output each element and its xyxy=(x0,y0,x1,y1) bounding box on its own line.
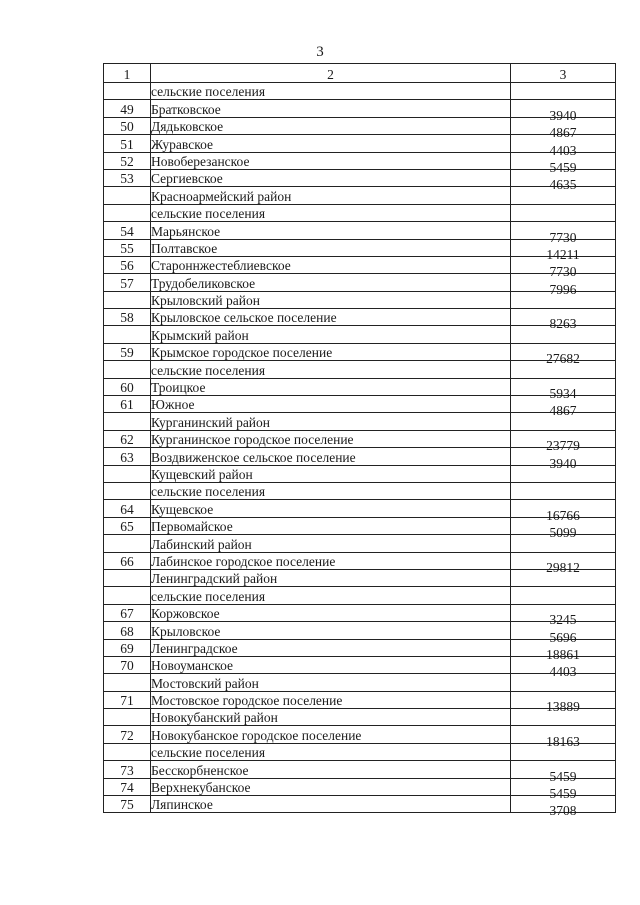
row-name: сельские поселения xyxy=(151,482,511,499)
table-row xyxy=(104,83,616,100)
column-header-1: 1 xyxy=(104,64,151,83)
table-row xyxy=(104,413,616,430)
row-name: Ленинградское xyxy=(151,639,511,656)
row-number: 56 xyxy=(104,256,151,273)
row-number: 64 xyxy=(104,500,151,517)
table-row xyxy=(104,587,616,604)
row-name: Новоуманское xyxy=(151,656,511,673)
row-number: 61 xyxy=(104,396,151,413)
table-row xyxy=(104,169,616,186)
row-value xyxy=(511,309,616,332)
table-row xyxy=(104,361,616,378)
row-number xyxy=(104,465,151,482)
row-number: 57 xyxy=(104,274,151,291)
row-name: Мостовский район xyxy=(151,674,511,691)
table-row xyxy=(104,274,616,291)
row-number: 67 xyxy=(104,604,151,621)
table-header-row xyxy=(104,64,616,83)
table-row xyxy=(104,639,616,656)
row-value-text: 29812 xyxy=(546,559,580,575)
column-header-3: 3 xyxy=(511,64,616,83)
row-number: 75 xyxy=(104,796,151,813)
row-value xyxy=(511,552,616,575)
row-name: Дядьковское xyxy=(151,117,511,134)
row-value xyxy=(511,482,616,499)
table-row xyxy=(104,291,616,308)
table-row xyxy=(104,343,616,360)
row-number: 52 xyxy=(104,152,151,169)
row-name: Крымское городское поселение xyxy=(151,343,511,360)
row-value xyxy=(511,204,616,221)
row-name: Крыловский район xyxy=(151,291,511,308)
row-number: 66 xyxy=(104,552,151,569)
settlements-table xyxy=(103,63,616,819)
row-number: 74 xyxy=(104,778,151,795)
table-row xyxy=(104,691,616,708)
row-number xyxy=(104,413,151,430)
row-value xyxy=(511,378,616,402)
row-name: Крымский район xyxy=(151,326,511,343)
row-number: 55 xyxy=(104,239,151,256)
row-number xyxy=(104,482,151,499)
row-value xyxy=(511,343,616,367)
row-value-text: 5459 xyxy=(549,159,577,175)
row-value xyxy=(511,726,616,749)
row-name: сельские поселения xyxy=(151,204,511,221)
row-name: Верхнекубанское xyxy=(151,778,511,795)
row-name: Первомайское xyxy=(151,517,511,534)
row-name: Курганинский район xyxy=(151,413,511,430)
row-value-text: 3940 xyxy=(549,455,577,471)
row-value-text: 7996 xyxy=(549,281,577,297)
table-row xyxy=(104,743,616,760)
table-row xyxy=(104,430,616,447)
row-value-text: 4403 xyxy=(549,142,577,158)
row-number: 62 xyxy=(104,430,151,447)
row-value-text: 14211 xyxy=(546,246,580,262)
table-row xyxy=(104,622,616,639)
row-name: Трудобеликовское xyxy=(151,274,511,291)
row-number: 59 xyxy=(104,343,151,360)
table-row xyxy=(104,222,616,239)
table-row xyxy=(104,535,616,552)
table-row xyxy=(104,656,616,673)
table-row xyxy=(104,482,616,499)
row-number: 50 xyxy=(104,117,151,134)
row-number: 60 xyxy=(104,378,151,395)
row-name: Красноармейский район xyxy=(151,187,511,204)
row-number: 51 xyxy=(104,135,151,152)
row-value-text: 23779 xyxy=(546,438,580,454)
row-number xyxy=(104,743,151,760)
row-number: 69 xyxy=(104,639,151,656)
row-name: Журавское xyxy=(151,135,511,152)
row-name: Ленинградский район xyxy=(151,569,511,586)
table-row xyxy=(104,552,616,569)
row-number xyxy=(104,709,151,726)
row-name: Лабинский район xyxy=(151,535,511,552)
table-row xyxy=(104,761,616,778)
row-value xyxy=(511,430,616,454)
row-name: Курганинское городское поселение xyxy=(151,430,511,447)
row-name: сельские поселения xyxy=(151,361,511,378)
row-name: Братковское xyxy=(151,100,511,117)
row-number: 72 xyxy=(104,726,151,743)
row-value-text: 7730 xyxy=(549,264,577,280)
row-name: Южное xyxy=(151,396,511,413)
row-number xyxy=(104,83,151,100)
row-name: Новокубанское городское поселение xyxy=(151,726,511,743)
row-name: Сергиевское xyxy=(151,169,511,186)
row-name: Троицкое xyxy=(151,378,511,395)
table-row xyxy=(104,500,616,517)
row-number xyxy=(104,674,151,691)
row-name: сельские поселения xyxy=(151,83,511,100)
row-value-text: 3708 xyxy=(549,803,577,819)
row-number xyxy=(104,361,151,378)
row-value-text: 8263 xyxy=(549,316,577,332)
row-name: сельские поселения xyxy=(151,743,511,760)
row-number: 58 xyxy=(104,309,151,326)
row-number: 73 xyxy=(104,761,151,778)
row-value-text: 5934 xyxy=(549,386,577,402)
row-number: 49 xyxy=(104,100,151,117)
row-name: Новоберезанское xyxy=(151,152,511,169)
table-row xyxy=(104,309,616,326)
row-number: 68 xyxy=(104,622,151,639)
row-value-text: 16766 xyxy=(546,507,580,523)
table-row xyxy=(104,778,616,795)
row-value xyxy=(511,761,616,784)
table-row xyxy=(104,604,616,621)
row-value-text: 4867 xyxy=(549,403,577,419)
table-row xyxy=(104,569,616,586)
row-number xyxy=(104,204,151,221)
row-name: Новокубанский район xyxy=(151,709,511,726)
row-value-text: 18163 xyxy=(546,733,580,749)
row-number xyxy=(104,569,151,586)
row-name: Крыловское сельское поселение xyxy=(151,309,511,326)
row-number xyxy=(104,587,151,604)
table-row xyxy=(104,256,616,273)
row-value xyxy=(511,587,616,604)
table-row xyxy=(104,796,616,813)
table-row xyxy=(104,117,616,134)
row-value xyxy=(511,100,616,123)
table-row xyxy=(104,100,616,117)
row-name: Ляпинское xyxy=(151,796,511,813)
row-value-text: 4403 xyxy=(549,664,577,680)
row-number xyxy=(104,291,151,308)
row-name: Мостовское городское поселение xyxy=(151,691,511,708)
row-value-text: 5696 xyxy=(549,629,577,645)
row-name: Марьянское xyxy=(151,222,511,239)
table-row xyxy=(104,517,616,534)
table-row xyxy=(104,465,616,482)
row-value-text: 13889 xyxy=(546,699,580,715)
row-name: Кущевский район xyxy=(151,465,511,482)
table-row xyxy=(104,152,616,169)
table-row xyxy=(104,326,616,343)
row-name: Воздвиженское сельское поселение xyxy=(151,448,511,465)
page-number: 3 xyxy=(316,44,324,60)
row-number: 63 xyxy=(104,448,151,465)
row-name: Крыловское xyxy=(151,622,511,639)
table-row xyxy=(104,135,616,152)
row-value-text: 5099 xyxy=(549,525,577,541)
row-value xyxy=(511,222,616,245)
column-header-2: 2 xyxy=(151,64,511,83)
row-number: 54 xyxy=(104,222,151,239)
row-number xyxy=(104,535,151,552)
row-value-text: 5459 xyxy=(549,786,577,802)
table-row xyxy=(104,448,616,465)
row-number xyxy=(104,187,151,204)
row-number: 53 xyxy=(104,169,151,186)
row-value-text: 4867 xyxy=(549,125,577,141)
table-body xyxy=(104,83,616,819)
row-name: Староннжестеблиевское xyxy=(151,256,511,273)
table-row xyxy=(104,726,616,743)
table-row xyxy=(104,204,616,221)
row-name: сельские поселения xyxy=(151,587,511,604)
row-name: Полтавское xyxy=(151,239,511,256)
row-value-text: 4635 xyxy=(549,177,577,193)
row-name: Кущевское xyxy=(151,500,511,517)
row-number: 65 xyxy=(104,517,151,534)
row-value xyxy=(511,83,616,100)
row-value-text: 27682 xyxy=(546,351,580,367)
table-row xyxy=(104,396,616,413)
row-value-text: 5459 xyxy=(549,768,577,784)
row-name: Бесскорбненское xyxy=(151,761,511,778)
row-value-text: 18861 xyxy=(546,646,580,662)
row-name: Лабинское городское поселение xyxy=(151,552,511,569)
table-row xyxy=(104,378,616,395)
table-row xyxy=(104,709,616,726)
row-number: 71 xyxy=(104,691,151,708)
table-row xyxy=(104,674,616,691)
row-name: Коржовское xyxy=(151,604,511,621)
table-row xyxy=(104,239,616,256)
row-value xyxy=(511,691,616,715)
row-value xyxy=(511,500,616,523)
row-value-text: 3245 xyxy=(549,612,577,628)
row-value-text: 7730 xyxy=(549,229,577,245)
row-value xyxy=(511,604,616,628)
row-value-text: 3940 xyxy=(549,107,577,123)
row-number xyxy=(104,326,151,343)
table-row xyxy=(104,187,616,204)
row-number: 70 xyxy=(104,656,151,673)
